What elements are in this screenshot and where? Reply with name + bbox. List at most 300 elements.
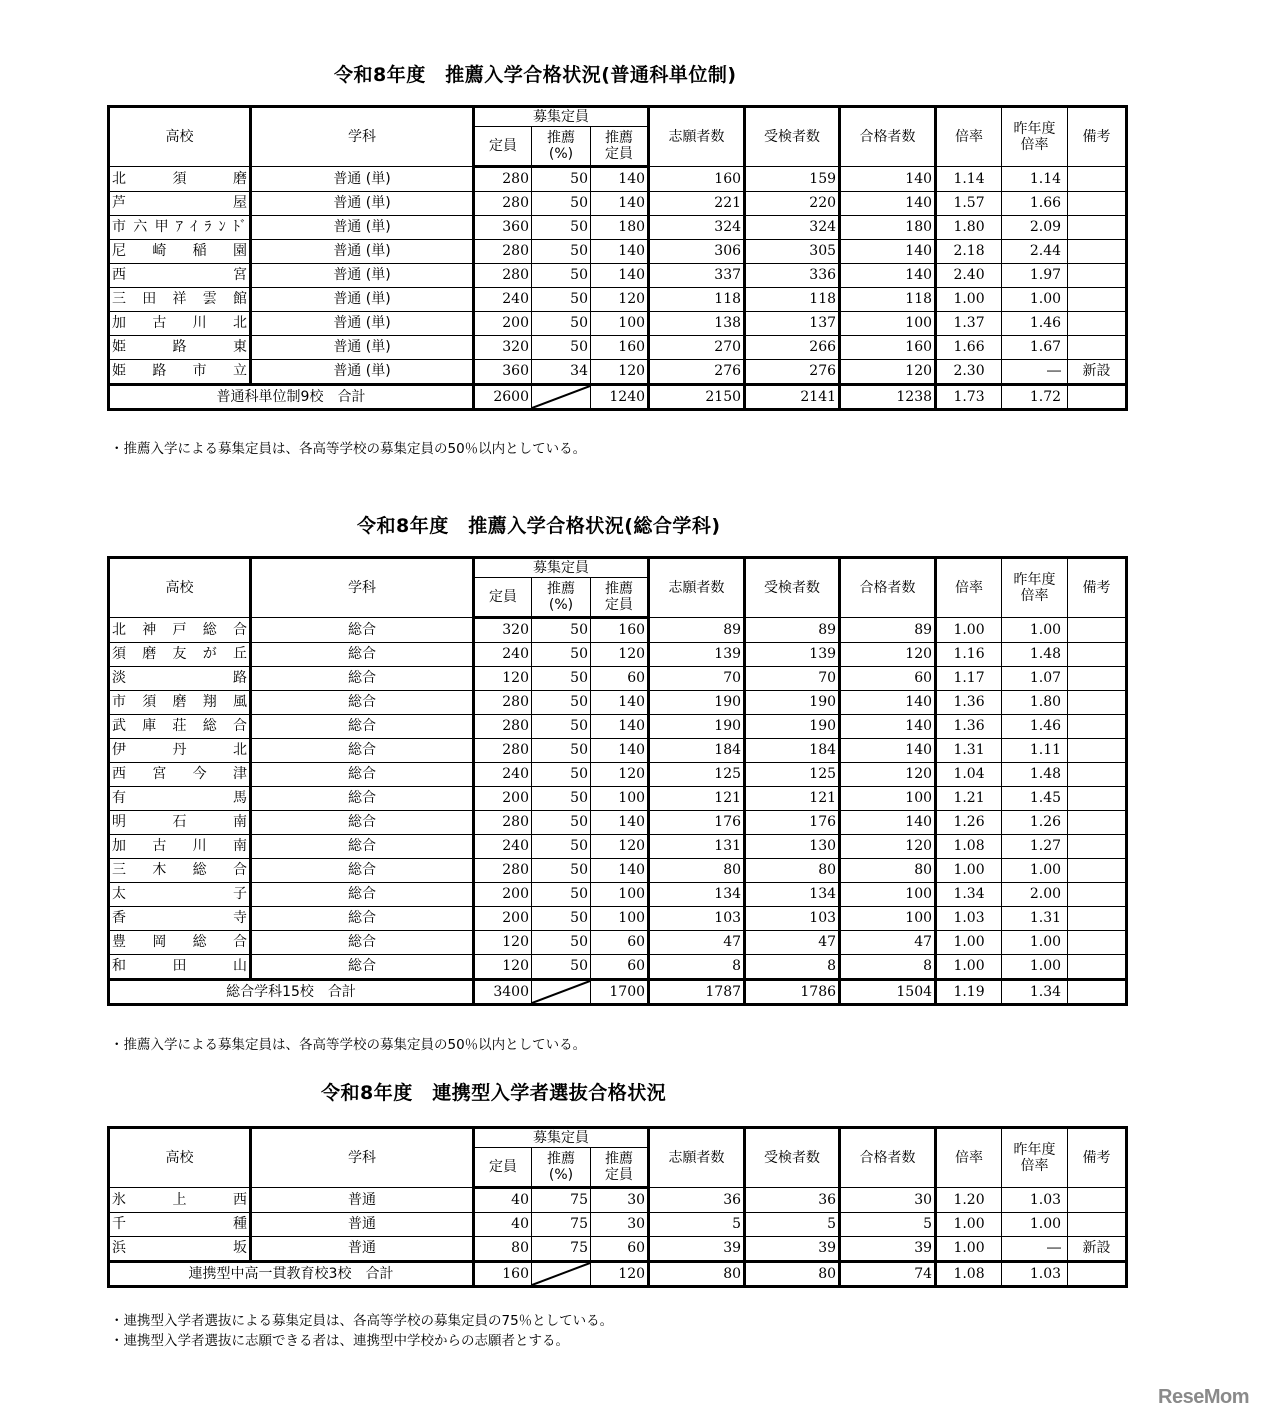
school-char: 古 (152, 315, 167, 331)
header-applicants: 志願者数 (649, 1128, 745, 1188)
capacity: 280 (474, 264, 532, 288)
course: 総合 (251, 787, 474, 811)
passed: 100 (840, 787, 936, 811)
remarks (1068, 643, 1127, 667)
school-char: 三 (112, 291, 126, 307)
school-name (109, 931, 251, 955)
applicants: 270 (649, 336, 745, 360)
total-capacity: 160 (474, 1262, 532, 1287)
examinees: 159 (745, 167, 840, 192)
total-applicants: 80 (649, 1262, 745, 1287)
prev-ratio: 1.66 (1002, 192, 1068, 216)
rec-pct: 50 (532, 715, 591, 739)
header-prev-ratio (1002, 558, 1068, 618)
school-char: 庫 (142, 718, 157, 734)
remarks (1068, 1213, 1127, 1237)
rec-pct: 75 (532, 1213, 591, 1237)
prev-ratio: 1.27 (1002, 835, 1068, 859)
capacity: 120 (474, 955, 532, 980)
ratio: 1.00 (936, 955, 1002, 980)
rec-cap: 100 (591, 907, 649, 931)
school-char: 東 (233, 339, 247, 355)
school-char: 路 (172, 339, 187, 355)
header-applicants: 志願者数 (649, 558, 745, 618)
rec-pct: 34 (532, 360, 591, 385)
header-capacity-group: 募集定員 (474, 1128, 649, 1148)
remarks (1068, 216, 1127, 240)
school-char: 寺 (233, 910, 247, 926)
school-name (109, 859, 251, 883)
school-char: 西 (112, 766, 126, 782)
header-school: 高校 (109, 1128, 251, 1188)
school-name (109, 360, 251, 385)
capacity: 200 (474, 883, 532, 907)
ratio: 1.04 (936, 763, 1002, 787)
header-rec-pct-l2: (%) (548, 146, 574, 162)
rec-pct: 50 (532, 240, 591, 264)
passed: 30 (840, 1188, 936, 1213)
school-name (109, 763, 251, 787)
school-char: 合 (232, 862, 247, 878)
capacity: 280 (474, 811, 532, 835)
school-char: 友 (172, 646, 187, 662)
school-char: 磨 (172, 694, 187, 710)
total-label: 連携型中高一貫教育校3校 合計 (109, 1262, 474, 1287)
school-char: 風 (233, 694, 247, 710)
rec-cap: 140 (591, 859, 649, 883)
diagonal-slash (532, 385, 591, 410)
table-row (109, 288, 1127, 312)
diagonal-slash (532, 1262, 591, 1287)
capacity: 120 (474, 931, 532, 955)
school-char: 姫 (112, 363, 126, 379)
rec-cap: 140 (591, 192, 649, 216)
course: 普通 (251, 1213, 474, 1237)
examinees: 36 (745, 1188, 840, 1213)
passed: 100 (840, 883, 936, 907)
header-capacity-group: 募集定員 (474, 558, 649, 578)
school-char: 市 (192, 363, 207, 379)
applicants: 80 (649, 859, 745, 883)
school-name (109, 240, 251, 264)
ratio: 1.03 (936, 907, 1002, 931)
capacity: 200 (474, 907, 532, 931)
header-examinees: 受検者数 (745, 558, 840, 618)
capacity: 200 (474, 312, 532, 336)
course: 総合 (251, 739, 474, 763)
school-char: 路 (152, 363, 167, 379)
total-examinees: 2141 (745, 385, 840, 410)
school-name (109, 955, 251, 980)
school-char: 豊 (112, 934, 126, 950)
school-char: 六 (133, 219, 148, 235)
school-char: 須 (142, 694, 157, 710)
course: 普通 (単) (251, 240, 474, 264)
rec-cap: 60 (591, 667, 649, 691)
applicants: 125 (649, 763, 745, 787)
rec-cap: 160 (591, 618, 649, 643)
school-name (109, 312, 251, 336)
school-char: 岡 (152, 934, 167, 950)
course: 総合 (251, 883, 474, 907)
header-rec-cap (591, 578, 649, 618)
table-row (109, 643, 1127, 667)
passed: 5 (840, 1213, 936, 1237)
prev-ratio: 2.00 (1002, 883, 1068, 907)
examinees: 190 (745, 715, 840, 739)
ratio: 2.30 (936, 360, 1002, 385)
examinees: 139 (745, 643, 840, 667)
remarks (1068, 264, 1127, 288)
school-char: 宮 (152, 766, 167, 782)
applicants: 160 (649, 167, 745, 192)
school-char: 西 (112, 267, 126, 283)
rec-pct: 75 (532, 1237, 591, 1262)
remarks (1068, 835, 1127, 859)
passed: 140 (840, 192, 936, 216)
ratio: 1.57 (936, 192, 1002, 216)
remarks (1068, 192, 1127, 216)
prev-ratio: 1.45 (1002, 787, 1068, 811)
header-prev-ratio-l1: 昨年度 (1013, 1142, 1056, 1158)
prev-ratio: 1.46 (1002, 715, 1068, 739)
applicants: 5 (649, 1213, 745, 1237)
rec-cap: 120 (591, 835, 649, 859)
school-char: 北 (232, 315, 247, 331)
ratio: 1.26 (936, 811, 1002, 835)
total-remarks (1068, 1262, 1127, 1287)
rec-cap: 140 (591, 739, 649, 763)
ratio: 1.36 (936, 715, 1002, 739)
capacity: 280 (474, 240, 532, 264)
total-prev-ratio: 1.72 (1002, 385, 1068, 410)
school-char: 木 (152, 862, 167, 878)
school-char: 館 (233, 291, 247, 307)
school-char: ﾄﾞ (232, 219, 247, 235)
capacity: 240 (474, 288, 532, 312)
applicants: 190 (649, 691, 745, 715)
examinees: 39 (745, 1237, 840, 1262)
prev-ratio: 1.46 (1002, 312, 1068, 336)
examinees: 324 (745, 216, 840, 240)
school-char: 武 (112, 718, 126, 734)
school-name (109, 835, 251, 859)
rec-cap: 60 (591, 1237, 649, 1262)
total-applicants: 1787 (649, 980, 745, 1005)
capacity: 320 (474, 618, 532, 643)
ratio: 1.16 (936, 643, 1002, 667)
school-char: 磨 (142, 646, 157, 662)
school-char: 合 (233, 621, 247, 638)
table-row (109, 715, 1127, 739)
capacity: 280 (474, 859, 532, 883)
course: 普通 (単) (251, 312, 474, 336)
header-applicants: 志願者数 (649, 107, 745, 167)
header-rec-pct (532, 578, 591, 618)
table-row (109, 192, 1127, 216)
header-ratio: 倍率 (936, 1128, 1002, 1188)
school-name (109, 787, 251, 811)
school-char: ｱ (175, 219, 183, 235)
remarks (1068, 739, 1127, 763)
examinees: 8 (745, 955, 840, 980)
school-char: 総 (202, 621, 217, 638)
table3-note-2: ・連携型入学者選抜に志願できる者は、連携型中学校からの志願者とする。 (110, 1333, 569, 1349)
table-row (109, 667, 1127, 691)
course: 普通 (単) (251, 264, 474, 288)
course: 普通 (単) (251, 288, 474, 312)
examinees: 305 (745, 240, 840, 264)
header-remarks: 備考 (1068, 558, 1127, 618)
school-name (109, 883, 251, 907)
remarks (1068, 763, 1127, 787)
rec-cap: 30 (591, 1188, 649, 1213)
school-char: 南 (232, 838, 247, 854)
total-capacity: 3400 (474, 980, 532, 1005)
school-char: 加 (112, 315, 126, 331)
course: 普通 (単) (251, 360, 474, 385)
prev-ratio: 1.67 (1002, 336, 1068, 360)
rec-pct: 50 (532, 643, 591, 667)
school-char: 和 (112, 958, 126, 974)
table-row (109, 336, 1127, 360)
course: 総合 (251, 763, 474, 787)
examinees: 276 (745, 360, 840, 385)
school-name (109, 1213, 251, 1237)
remarks (1068, 883, 1127, 907)
ratio: 1.00 (936, 1237, 1002, 1262)
remarks (1068, 288, 1127, 312)
ratio: 1.37 (936, 312, 1002, 336)
total-row (109, 385, 1127, 410)
table-row (109, 835, 1127, 859)
header-rec-cap-l1: 推薦 (605, 130, 634, 146)
total-examinees: 1786 (745, 980, 840, 1005)
examinees: 130 (745, 835, 840, 859)
ratio: 1.00 (936, 1213, 1002, 1237)
remarks (1068, 691, 1127, 715)
ratio: 1.00 (936, 618, 1002, 643)
prev-ratio: 2.44 (1002, 240, 1068, 264)
school-name (109, 811, 251, 835)
table1-note: ・推薦入学による募集定員は、各高等学校の募集定員の50％以内としている。 (110, 441, 587, 457)
applicants: 103 (649, 907, 745, 931)
school-char: 田 (142, 291, 157, 307)
ratio: 1.31 (936, 739, 1002, 763)
applicants: 89 (649, 618, 745, 643)
header-passed: 合格者数 (840, 107, 936, 167)
applicants: 134 (649, 883, 745, 907)
school-char: ﾗ (204, 219, 212, 235)
ratio: 1.66 (936, 336, 1002, 360)
diagonal-slash (532, 980, 591, 1005)
header-prev-ratio (1002, 107, 1068, 167)
table-row (109, 811, 1127, 835)
header-prev-ratio-l2: 倍率 (1020, 137, 1049, 153)
rec-cap: 100 (591, 883, 649, 907)
rec-cap: 120 (591, 288, 649, 312)
passed: 140 (840, 167, 936, 192)
school-name (109, 667, 251, 691)
course: 総合 (251, 931, 474, 955)
prev-ratio: 1.07 (1002, 667, 1068, 691)
rec-cap: 140 (591, 264, 649, 288)
ratio: 1.20 (936, 1188, 1002, 1213)
total-applicants: 2150 (649, 385, 745, 410)
remarks (1068, 715, 1127, 739)
rec-cap: 60 (591, 931, 649, 955)
prev-ratio: 1.97 (1002, 264, 1068, 288)
total-rec-cap: 1240 (591, 385, 649, 410)
remarks (1068, 931, 1127, 955)
passed: 89 (840, 618, 936, 643)
prev-ratio: 1.00 (1002, 1213, 1068, 1237)
header-rec-cap-l2: 定員 (605, 1167, 634, 1183)
examinees: 137 (745, 312, 840, 336)
header-rec-cap-l2: 定員 (605, 597, 634, 613)
table2-title: 令和8年度 推薦入学合格状況(総合学科) (357, 515, 721, 537)
school-char: ｲ (190, 219, 198, 235)
header-examinees: 受検者数 (745, 1128, 840, 1188)
total-label: 普通科単位制9校 合計 (109, 385, 474, 410)
course: 総合 (251, 715, 474, 739)
school-char: 丹 (172, 742, 187, 758)
school-char: 稲 (192, 243, 207, 259)
remarks (1068, 240, 1127, 264)
school-char: 磨 (233, 170, 247, 187)
remarks (1068, 667, 1127, 691)
school-char: 津 (232, 766, 247, 782)
school-char: 園 (232, 243, 247, 259)
examinees: 121 (745, 787, 840, 811)
examinees: 47 (745, 931, 840, 955)
header-course: 学科 (251, 1128, 474, 1188)
prev-ratio: 1.00 (1002, 288, 1068, 312)
header-prev-ratio-l1: 昨年度 (1013, 572, 1056, 588)
school-char: 北 (112, 170, 126, 187)
passed: 160 (840, 336, 936, 360)
school-char: 総 (202, 718, 217, 734)
school-char: 川 (192, 315, 207, 331)
applicants: 39 (649, 1237, 745, 1262)
header-rec-pct-l2: (%) (548, 1167, 574, 1183)
applicants: 70 (649, 667, 745, 691)
table-row (109, 1213, 1127, 1237)
school-char: 荘 (172, 718, 187, 734)
table-row (109, 312, 1127, 336)
remarks: 新設 (1068, 360, 1127, 385)
examinees: 125 (745, 763, 840, 787)
school-char: 加 (112, 838, 126, 854)
total-remarks (1068, 385, 1127, 410)
total-rec-cap: 1700 (591, 980, 649, 1005)
examinees: 266 (745, 336, 840, 360)
header-rec-pct-l1: 推薦 (547, 130, 575, 146)
school-char: 市 (112, 219, 126, 235)
prev-ratio: 1.00 (1002, 955, 1068, 980)
table-row (109, 739, 1127, 763)
prev-ratio: 1.48 (1002, 763, 1068, 787)
table-row (109, 691, 1127, 715)
school-name (109, 288, 251, 312)
school-char: 北 (112, 621, 126, 638)
total-ratio: 1.19 (936, 980, 1002, 1005)
passed: 140 (840, 264, 936, 288)
rec-cap: 140 (591, 691, 649, 715)
table2 (107, 556, 1128, 1006)
table3-title: 令和8年度 連携型入学者選抜合格状況 (321, 1082, 667, 1104)
rec-cap: 120 (591, 643, 649, 667)
school-name (109, 167, 251, 192)
school-char: 屋 (233, 195, 247, 211)
header-passed: 合格者数 (840, 1128, 936, 1188)
rec-pct: 50 (532, 955, 591, 980)
capacity: 40 (474, 1188, 532, 1213)
capacity: 200 (474, 787, 532, 811)
examinees: 89 (745, 618, 840, 643)
course: 普通 (251, 1188, 474, 1213)
capacity: 360 (474, 360, 532, 385)
school-char: 合 (232, 934, 247, 950)
table-row (109, 1237, 1127, 1262)
capacity: 40 (474, 1213, 532, 1237)
rec-cap: 160 (591, 336, 649, 360)
table-row (109, 787, 1127, 811)
school-char: 立 (232, 363, 247, 379)
passed: 39 (840, 1237, 936, 1262)
applicants: 276 (649, 360, 745, 385)
applicants: 306 (649, 240, 745, 264)
school-char: 尼 (112, 243, 126, 259)
ratio: 1.00 (936, 859, 1002, 883)
school-char: 西 (233, 1191, 247, 1208)
rec-cap: 180 (591, 216, 649, 240)
course: 普通 (251, 1237, 474, 1262)
table1-title: 令和8年度 推薦入学合格状況(普通科単位制) (334, 64, 737, 86)
passed: 120 (840, 360, 936, 385)
remarks (1068, 312, 1127, 336)
school-name (109, 1188, 251, 1213)
capacity: 360 (474, 216, 532, 240)
header-capacity-group: 募集定員 (474, 107, 649, 127)
school-name (109, 715, 251, 739)
school-char: 千 (112, 1216, 126, 1232)
course: 総合 (251, 859, 474, 883)
prev-ratio: 1.00 (1002, 859, 1068, 883)
prev-ratio: 1.00 (1002, 618, 1068, 643)
applicants: 190 (649, 715, 745, 739)
applicants: 139 (649, 643, 745, 667)
capacity: 240 (474, 643, 532, 667)
school-name (109, 192, 251, 216)
examinees: 70 (745, 667, 840, 691)
rec-pct: 50 (532, 763, 591, 787)
rec-pct: 50 (532, 883, 591, 907)
school-char: 坂 (233, 1240, 247, 1256)
examinees: 184 (745, 739, 840, 763)
prev-ratio: ― (1002, 360, 1068, 385)
rec-pct: 50 (532, 312, 591, 336)
school-char: 氷 (112, 1191, 126, 1208)
school-char: が (202, 646, 217, 662)
examinees: 190 (745, 691, 840, 715)
school-char: 川 (192, 838, 207, 854)
passed: 47 (840, 931, 936, 955)
examinees: 134 (745, 883, 840, 907)
school-char: 崎 (152, 243, 167, 259)
capacity: 320 (474, 336, 532, 360)
course: 総合 (251, 667, 474, 691)
